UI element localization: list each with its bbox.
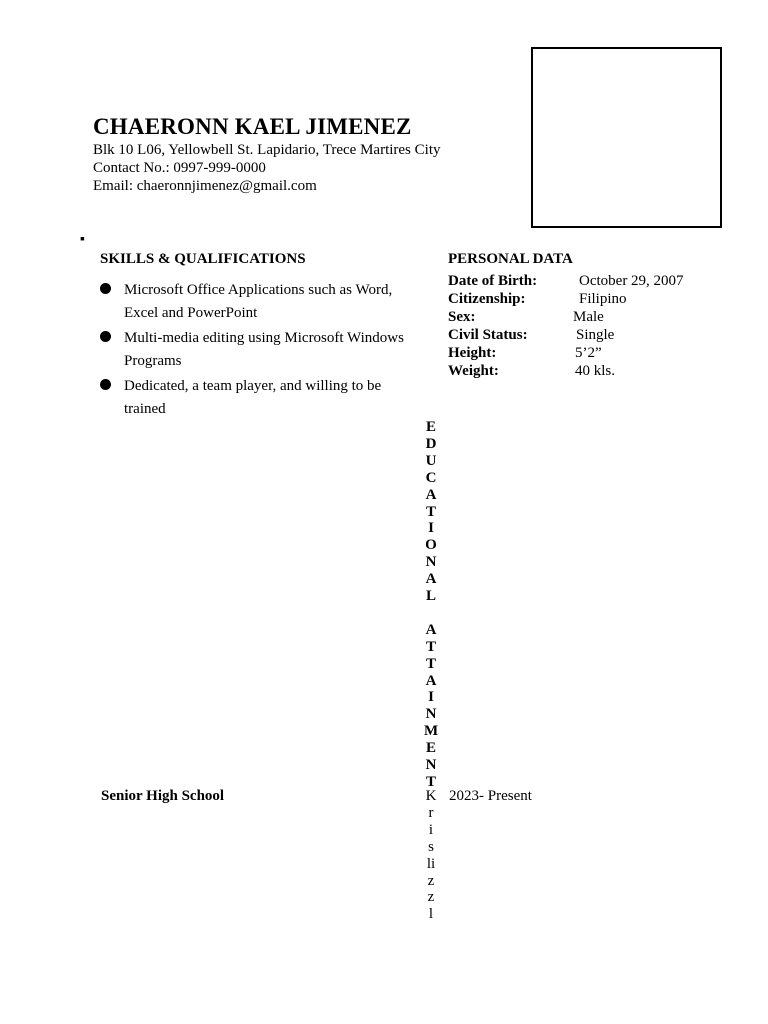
photo-placeholder (531, 47, 722, 228)
applicant-name: CHAERONN KAEL JIMENEZ (93, 114, 412, 139)
email-line: Email: chaeronnjimenez@gmail.com (93, 178, 317, 194)
skill-text: Microsoft Office Applications such as Word, Excel and PowerPoint (124, 282, 393, 321)
bullet-icon (100, 379, 111, 390)
vertical-letter: i (428, 821, 434, 838)
vertical-letter: K (425, 788, 437, 804)
sex-label: Sex: (448, 309, 476, 325)
citizenship-value: Filipino (579, 291, 627, 307)
vertical-letter: li (426, 855, 436, 872)
vertical-letter: N (425, 554, 437, 571)
vertical-letter: A (425, 621, 437, 638)
education-level: Senior High School (101, 788, 225, 804)
vertical-letter: T (425, 773, 436, 790)
skill-text: Multi-media editing using Microsoft Windows Programs (124, 330, 404, 369)
vertical-letter: A (425, 571, 437, 588)
vertical-letter: N (425, 706, 437, 723)
vertical-letter: C (425, 469, 437, 486)
bullet-icon (100, 331, 111, 342)
bullet-icon (100, 283, 111, 294)
weight-value: 40 kls. (575, 363, 616, 379)
dob-label: Date of Birth: (448, 273, 538, 289)
vertical-letter: E (425, 419, 436, 435)
address-line: Blk 10 L06, Yellowbell St. Lapidario, Trece Martires City (93, 142, 441, 158)
education-years: 2023- Present (449, 788, 532, 804)
vertical-letter: I (428, 689, 434, 706)
vertical-letter: T (425, 638, 436, 655)
skill-item (100, 279, 410, 325)
vertical-letter: z (427, 889, 435, 906)
vertical-letter: M (424, 723, 439, 740)
vertical-letter: N (425, 757, 437, 773)
personal-data-heading: PERSONAL DATA (448, 251, 573, 267)
height-value: 5’2” (575, 345, 602, 361)
vertical-letter: l (428, 906, 434, 923)
vertical-letter: A (425, 486, 437, 503)
height-label: Height: (448, 345, 497, 361)
vertical-letter: I (428, 520, 434, 537)
vertical-letter: D (425, 435, 437, 452)
vertical-letter: z (427, 872, 435, 889)
vertical-letter: U (425, 452, 437, 469)
skills-heading: SKILLS & QUALIFICATIONS (100, 251, 306, 267)
vertical-letter: A (425, 672, 437, 689)
sex-value: Male (573, 309, 604, 325)
skill-item (100, 375, 410, 421)
contact-number: Contact No.: 0997-999-0000 (93, 160, 266, 176)
civil-status-label: Civil Status: (448, 327, 528, 343)
skill-text: Dedicated, a team player, and willing to be trained (124, 378, 382, 417)
skill-item (100, 327, 410, 373)
vertical-letter: T (425, 503, 436, 520)
citizenship-label: Citizenship: (448, 291, 526, 307)
weight-label: Weight: (448, 363, 499, 379)
vertical-letter: E (425, 740, 436, 757)
vertical-letter: r (428, 804, 434, 821)
vertical-letter: O (425, 537, 437, 554)
vertical-letter: L (425, 588, 436, 604)
civil-status-value: Single (576, 327, 615, 343)
stray-bullet-marker: ▪ (80, 232, 85, 247)
vertical-letter: T (425, 655, 436, 672)
vertical-letter: s (428, 838, 434, 855)
dob-value: October 29, 2007 (579, 273, 684, 289)
